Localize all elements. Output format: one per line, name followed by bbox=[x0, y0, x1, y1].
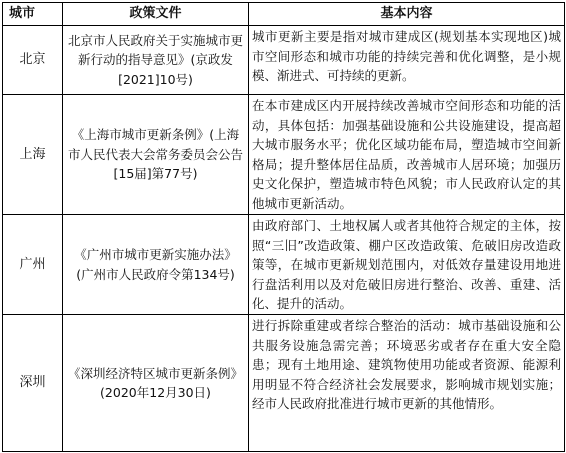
content-cell-shenzhen: 进行拆除重建或者综合整治的活动：城市基础设施和公共服务设施急需完善；环境恶劣或者存在重大安全隐患；现有土地用途、建筑物使用功能或者资源、能源利用明显不符合经济社会发展要求，影响城市规划实施；经市人民政府批准进行城市更新的其他情形。 bbox=[249, 315, 565, 452]
city-cell-guangzhou: 广州 bbox=[3, 215, 63, 315]
table-row bbox=[3, 26, 565, 95]
policy-comparison-table bbox=[2, 2, 565, 452]
table-row bbox=[3, 215, 565, 315]
city-cell-shanghai: 上海 bbox=[3, 95, 63, 215]
city-cell-beijing: 北京 bbox=[3, 26, 63, 95]
table-row bbox=[3, 95, 565, 215]
city-cell-shenzhen: 深圳 bbox=[3, 315, 63, 452]
content-cell-beijing: 城市更新主要是指对城市建成区(规划基本实现地区)城市空间形态和城市功能的持续完善和优化调整，是小规模、渐进式、可持续的更新。 bbox=[249, 26, 565, 95]
header-city: 城市 bbox=[3, 3, 63, 26]
table-row bbox=[3, 315, 565, 452]
policy-cell-beijing: 北京市人民政府关于实施城市更新行动的指导意见》(京政发[2021]10号) bbox=[63, 26, 249, 95]
content-cell-shanghai: 在本市建成区内开展持续改善城市空间形态和功能的活动，具体包括：加强基础设施和公共设施建设，提高超大城市服务水平；优化区域功能布局，塑造城市空间新格局；提升整体居住品质，改善城市人居环境；加强历史文化保护，塑造城市特色风貌；市人民政府认定的其他城市更新活动。 bbox=[249, 95, 565, 215]
table-header bbox=[3, 3, 565, 26]
policy-cell-shenzhen: 《深圳经济特区城市更新条例》(2020年12月30日) bbox=[63, 315, 249, 452]
header-row bbox=[3, 3, 565, 26]
header-policy: 政策文件 bbox=[63, 3, 249, 26]
table-body bbox=[3, 26, 565, 452]
content-cell-guangzhou: 由政府部门、土地权属人或者其他符合规定的主体，按照“三旧”改造政策、棚户区改造政策、危破旧房改造政策等，在城市更新规划范围内，对低效存量建设用地进行盘活利用以及对危破旧房进行整治、改善、重建、活化、提升的活动。 bbox=[249, 215, 565, 315]
policy-cell-guangzhou: 《广州市城市更新实施办法》(广州市人民政府令第134号) bbox=[63, 215, 249, 315]
header-content: 基本内容 bbox=[249, 3, 565, 26]
policy-cell-shanghai: 《上海市城市更新条例》(上海市人民代表大会常务委员会公告[15届]第77号) bbox=[63, 95, 249, 215]
